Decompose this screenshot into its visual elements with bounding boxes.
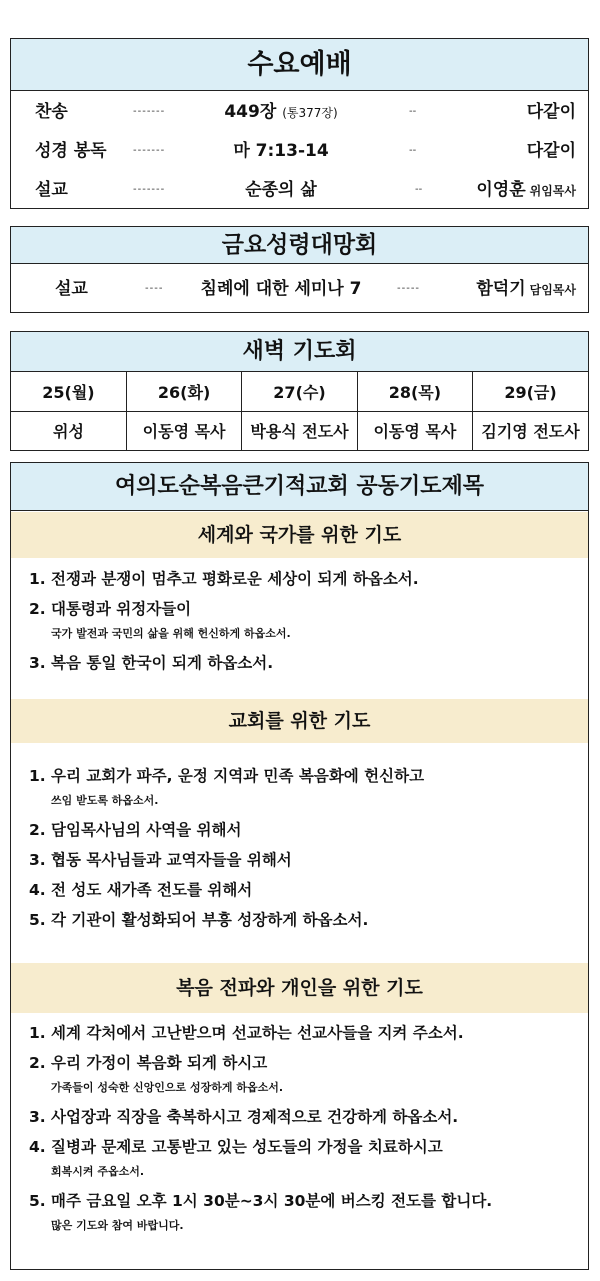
row-person: 다같이 bbox=[526, 102, 576, 122]
days-row bbox=[11, 372, 588, 411]
prayer-list-gospel bbox=[29, 1018, 578, 1240]
day-cell: 29(금) bbox=[473, 372, 588, 411]
leader-cell: 이동영 목사 bbox=[357, 411, 472, 450]
wednesday-service-box bbox=[10, 38, 589, 209]
section-header-world: 세계와 국가를 위한 기도 bbox=[11, 512, 588, 558]
leader-dots: ------- bbox=[133, 106, 166, 117]
wednesday-service-title: 수요예배 bbox=[11, 39, 588, 91]
leader-cell: 김기영 전도사 bbox=[481, 422, 580, 442]
preacher-name: 함덕기 bbox=[476, 279, 526, 299]
section-header-church: 교회를 위한 기도 bbox=[11, 699, 588, 743]
row-label: 성경 봉독 bbox=[35, 141, 107, 161]
row-label: 찬송 bbox=[35, 102, 68, 122]
hymn-row bbox=[11, 94, 588, 130]
preacher-title: 담임목사 bbox=[529, 283, 576, 297]
leader-dots: ------- bbox=[133, 184, 166, 195]
row-label: 설교 bbox=[55, 279, 88, 299]
prayer-list-world bbox=[29, 564, 578, 678]
prayer-topics-title: 여의도순복음큰기적교회 공동기도제목 bbox=[11, 463, 588, 511]
day-cell: 28(목) bbox=[357, 372, 472, 411]
prayer-list-church bbox=[29, 761, 578, 935]
row-person bbox=[476, 172, 576, 209]
list-item: 5. 매주 금요일 오후 1시 30분~3시 30분에 버스킹 전도를 합니다. 많은 기도와 참여 바랍니다. bbox=[29, 1192, 493, 1232]
scripture-row bbox=[11, 133, 588, 169]
leader-dots: -- bbox=[415, 184, 423, 195]
dawn-prayer-title: 새벽 기도회 bbox=[11, 332, 588, 372]
dawn-schedule-table bbox=[11, 372, 588, 450]
list-item: 4. 전 성도 새가족 전도를 위해서 bbox=[29, 881, 253, 899]
list-item: 5. 각 기관이 활성화되어 부흥 성장하게 하옵소서. bbox=[29, 911, 369, 929]
row-content bbox=[161, 94, 401, 131]
leader-cell: 이동영 목사 bbox=[126, 411, 241, 450]
hymn-old-number: (통377장) bbox=[282, 106, 338, 120]
list-item: 2. 담임목사님의 사역을 위해서 bbox=[29, 821, 242, 839]
list-item: 3. 협동 목사님들과 교역자들을 위해서 bbox=[29, 851, 292, 869]
friday-service-box bbox=[10, 226, 589, 313]
list-item: 2. 대통령과 위정자들이 국가 발전과 국민의 삶을 위해 헌신하게 하옵소서. bbox=[29, 600, 291, 640]
friday-sermon-row bbox=[11, 265, 588, 313]
day-cell: 27(수) bbox=[242, 372, 357, 411]
row-label: 설교 bbox=[35, 180, 68, 200]
list-item: 3. 복음 통일 한국이 되게 하옵소서. bbox=[29, 654, 274, 672]
leader-dots: ------- bbox=[133, 145, 166, 156]
preacher-title: 위임목사 bbox=[529, 184, 576, 198]
leader-dots: -- bbox=[409, 106, 417, 117]
prayer-topics-box bbox=[10, 462, 589, 1270]
leaders-row bbox=[11, 411, 588, 450]
day-cell: 26(화) bbox=[126, 372, 241, 411]
leader-cell: 위성 bbox=[11, 411, 126, 450]
dawn-prayer-box bbox=[10, 331, 589, 451]
list-item: 3. 사업장과 직장을 축복하시고 경제적으로 건강하게 하옵소서. bbox=[29, 1108, 459, 1126]
friday-service-title: 금요성령대망회 bbox=[11, 227, 588, 264]
day-cell: 25(월) bbox=[11, 372, 126, 411]
leader-dots: -- bbox=[409, 145, 417, 156]
row-content: 마 7:13-14 bbox=[233, 141, 329, 161]
list-item: 2. 우리 가정이 복음화 되게 하시고 가족들이 성숙한 신앙인으로 성장하게 하옵소서. bbox=[29, 1054, 284, 1094]
leader-cell: 박용식 전도사 bbox=[242, 411, 357, 450]
list-item: 1. 우리 교회가 파주, 운정 지역과 민족 복음화에 헌신하고 쓰임 받도록 하옵소서. bbox=[29, 767, 425, 807]
row-person bbox=[476, 265, 576, 314]
sermon-title: 침례에 대한 세미나 7 bbox=[200, 279, 362, 299]
section-header-gospel: 복음 전파와 개인을 위한 기도 bbox=[11, 963, 588, 1013]
sermon-row bbox=[11, 172, 588, 208]
list-item: 1. 세계 각처에서 고난받으며 선교하는 선교사들을 지켜 주소서. bbox=[29, 1024, 464, 1042]
row-person: 다같이 bbox=[526, 141, 576, 161]
list-item: 4. 질병과 문제로 고통받고 있는 성도들의 가정을 치료하시고 회복시켜 주옵소서. bbox=[29, 1138, 443, 1178]
row-content: 순종의 삶 bbox=[245, 180, 317, 200]
hymn-number: 449장 bbox=[224, 102, 277, 122]
leader-dots: ----- bbox=[397, 283, 421, 294]
preacher-name: 이영훈 bbox=[476, 180, 526, 200]
leader-dots: ---- bbox=[145, 283, 164, 294]
list-item: 1. 전쟁과 분쟁이 멈추고 평화로운 세상이 되게 하옵소서. bbox=[29, 570, 419, 588]
